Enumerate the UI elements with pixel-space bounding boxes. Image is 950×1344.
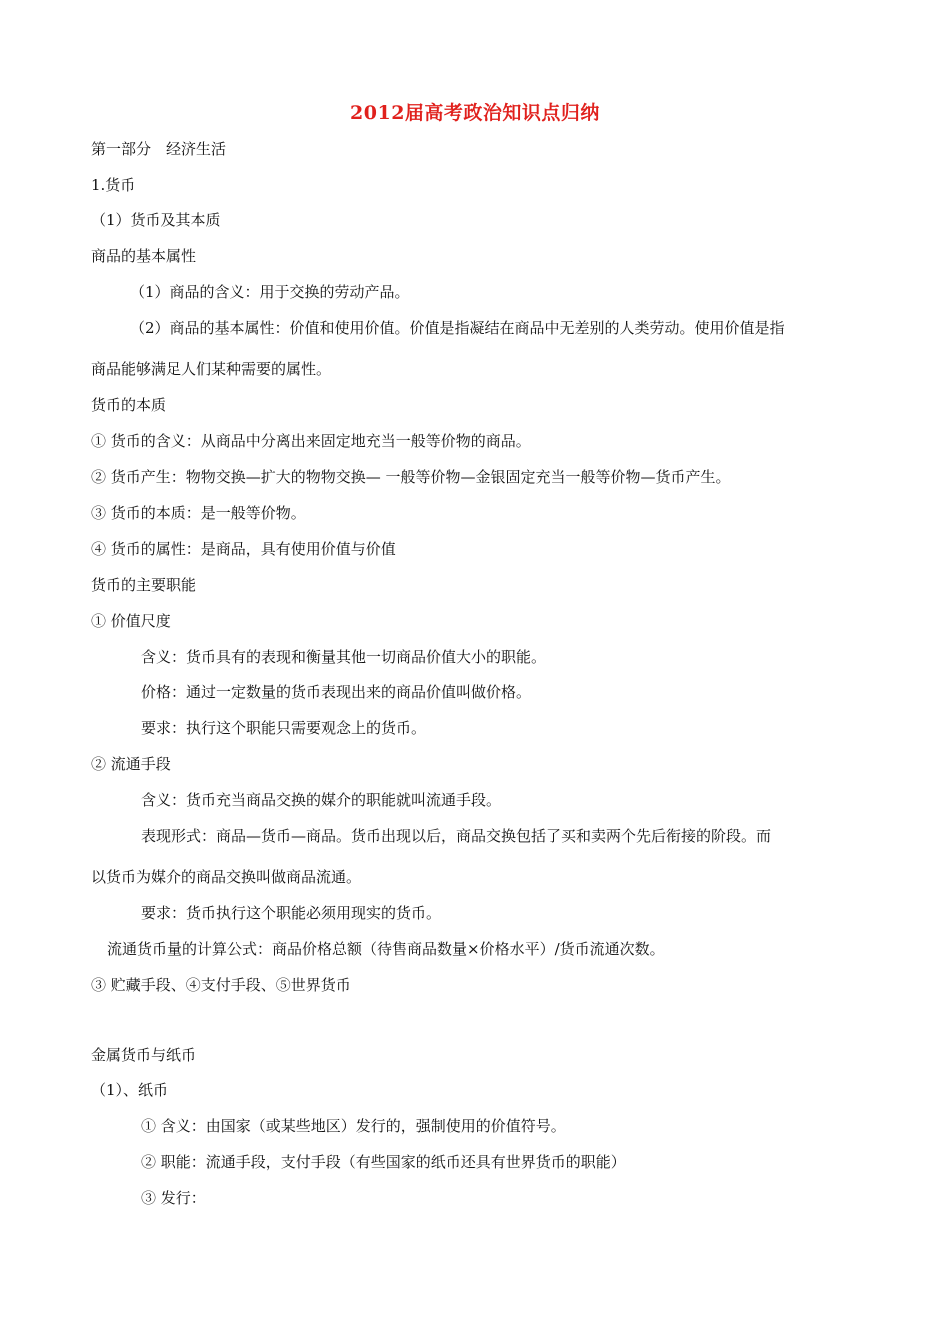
part-heading: 第一部分 经济生活 <box>91 140 227 158</box>
money-attributes: ④ 货币的属性：是商品，具有使用价值与价值 <box>91 540 396 558</box>
paper-money-heading: （1）、纸币 <box>91 1081 169 1099</box>
heading-money-functions: 货币的主要职能 <box>91 576 197 594</box>
section-heading: 1.货币 <box>91 176 136 194</box>
paper-money-meaning: ① 含义：由国家（或某些地区）发行的，强制使用的价值符号。 <box>141 1117 566 1135</box>
value-measure-requirement: 要求：执行这个职能只需要观念上的货币。 <box>141 719 427 737</box>
commodity-attributes-line2: 商品能够满足人们某种需要的属性。 <box>91 360 332 378</box>
heading-metal-paper-money: 金属货币与纸币 <box>91 1046 197 1064</box>
function-value-measure: ① 价值尺度 <box>91 612 171 630</box>
paper-money-issue: ③ 发行： <box>141 1189 206 1207</box>
circulation-meaning: 含义：货币充当商品交换的媒介的职能就叫流通手段。 <box>141 791 502 809</box>
heading-money-essence: 货币的本质 <box>91 396 167 414</box>
value-measure-meaning: 含义：货币具有的表现和衡量其他一切商品价值大小的职能。 <box>141 648 547 666</box>
money-essence: ③ 货币的本质：是一般等价物。 <box>91 504 306 522</box>
heading-commodity-attributes: 商品的基本属性 <box>91 247 197 265</box>
circulation-formula: 流通货币量的计算公式：商品价格总额（待售商品数量×价格水平）/货币流通次数。 <box>107 940 665 958</box>
commodity-meaning: （1）商品的含义：用于交换的劳动产品。 <box>130 283 410 301</box>
value-measure-price: 价格：通过一定数量的货币表现出来的商品价值叫做价格。 <box>141 683 532 701</box>
commodity-attributes-line1: （2）商品的基本属性：价值和使用价值。价值是指凝结在商品中无差别的人类劳动。使用价值是指 <box>130 319 785 337</box>
subsection-heading: （1）货币及其本质 <box>91 211 221 229</box>
function-circulation: ② 流通手段 <box>91 755 171 773</box>
paper-money-function: ② 职能：流通手段，支付手段（有些国家的纸币还具有世界货币的职能） <box>141 1153 626 1171</box>
circulation-form-line2: 以货币为媒介的商品交换叫做商品流通。 <box>91 868 362 886</box>
circulation-requirement: 要求：货币执行这个职能必须用现实的货币。 <box>141 904 442 922</box>
money-origin: ② 货币产生：物物交换—扩大的物物交换— 一般等价物—金银固定充当一般等价物—货币产生。 <box>91 468 731 486</box>
money-meaning: ① 货币的含义：从商品中分离出来固定地充当一般等价物的商品。 <box>91 432 531 450</box>
circulation-form-line1: 表现形式：商品—货币—商品。货币出现以后，商品交换包括了买和卖两个先后衔接的阶段。而 <box>141 827 772 845</box>
other-functions: ③ 贮藏手段、④支付手段、⑤世界货币 <box>91 976 351 994</box>
document-title: 2012届高考政治知识点归纳 <box>350 102 600 124</box>
